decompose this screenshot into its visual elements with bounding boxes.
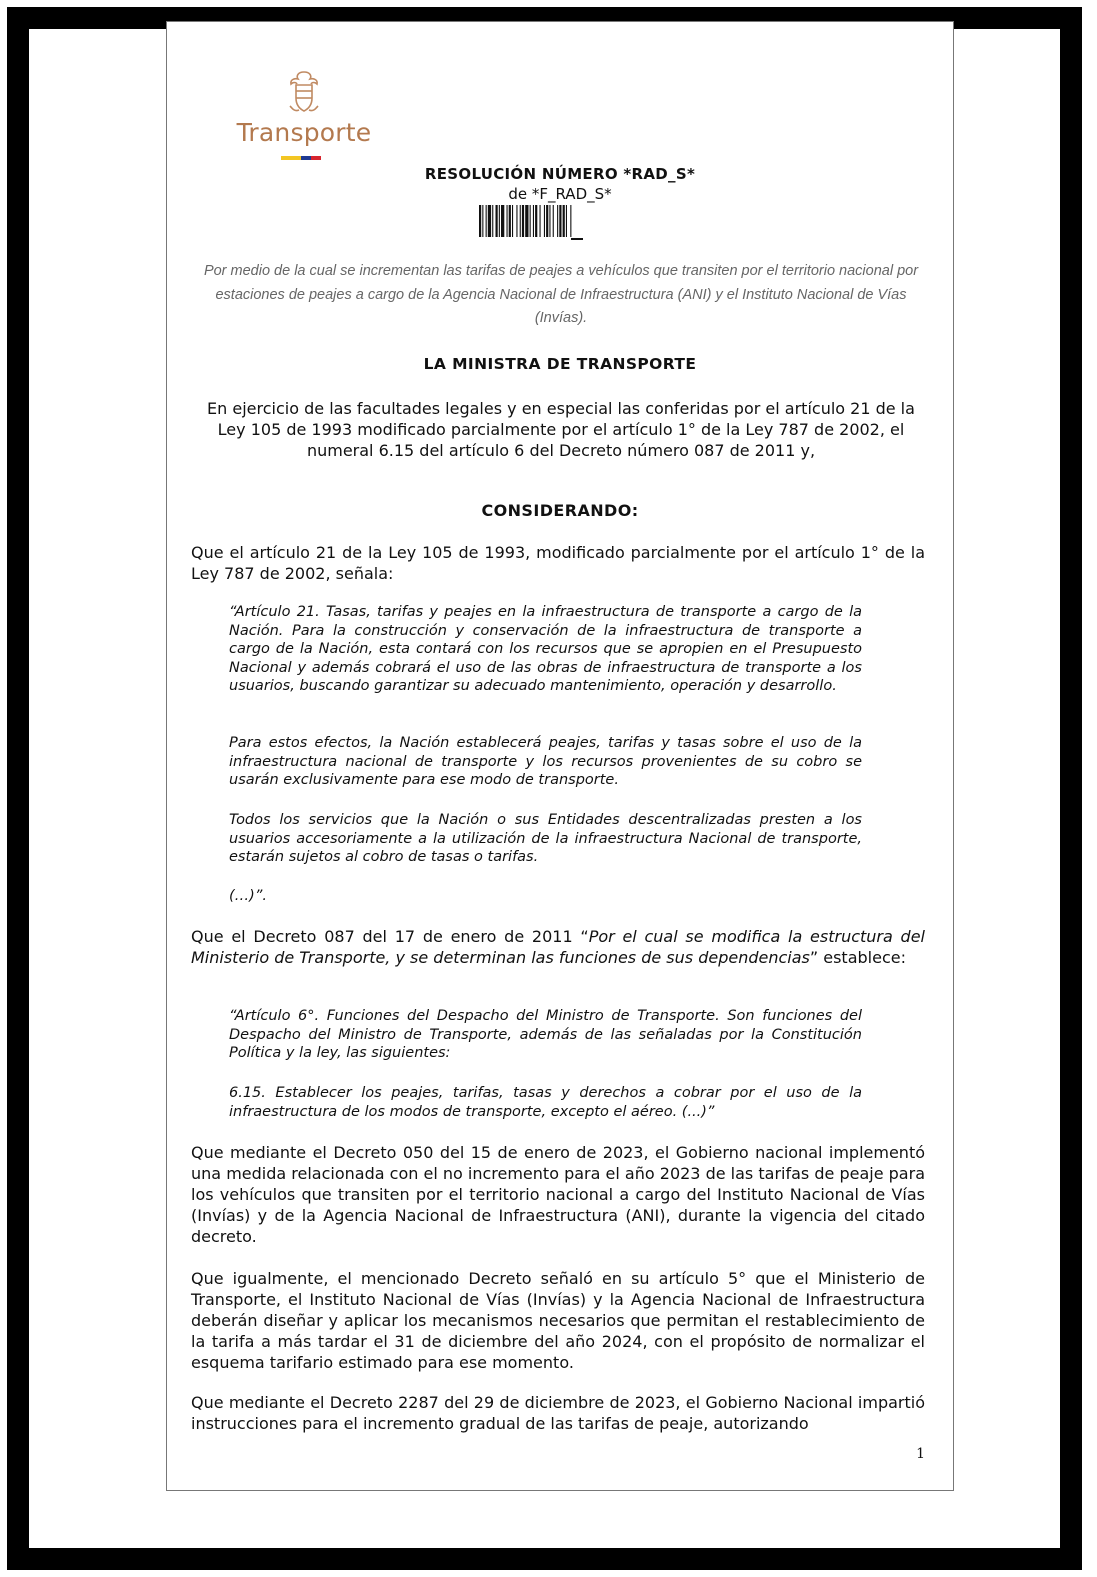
quote-ellipsis: (…)”.	[229, 888, 267, 904]
legal-powers-paragraph: En ejercicio de las facultades legales y en especial las conferidas por el artículo 21 de la Ley 105 de 1993 modificado parcialmente por el artículo 1° de la Ley 787 de 2002, el numeral 6.15 del artículo 6 del Decreto número 087 de 2011 y,	[207, 399, 915, 460]
quote-numeral-6-15: 6.15. Establecer los peajes, tarifas, tasas y derechos a cobrar por el uso de la infraestructura de los modos de transporte, excepto el aéreo. (...)”	[229, 1085, 862, 1120]
barcode-bar	[488, 205, 491, 237]
barcode-bar	[533, 205, 534, 237]
quote-article-6: “Artículo 6°. Funciones del Despacho del Ministro de Transporte. Son funciones del Despacho del Ministro de Transporte, además de las señaladas por la Constitución Política y la ley, las siguientes:	[229, 1008, 862, 1061]
barcode-bar	[549, 205, 550, 237]
barcode-bar	[522, 205, 524, 237]
barcode-bar	[544, 205, 545, 237]
body-paragraph-3: Que mediante el Decreto 050 del 15 de enero de 2023, el Gobierno nacional implementó una medida relacionada con el no incremento para el año 2023 de las tarifas de peaje para los vehículos que transiten por el territorio nacional a cargo del Instituto Nacional de Vías (Invías) y de la Agencia Nacional de Infraestructura (ANI), durante la vigencia del citado decreto.	[191, 1143, 925, 1246]
quote-article-21: “Artículo 21. Tasas, tarifas y peajes en la infraestructura de transporte a cargo de la Nación. Para la construcción y conservación de la infraestructura de transporte a cargo de la Nación, esta contará con los recursos que se apropien en el Presupuesto Nacional y además cobrará el uso de las obras de infraestructura de transporte a los usuarios, buscando garantizar su adecuado mantenimiento, operación y desarrollo.	[229, 604, 862, 694]
body-paragraph-2	[191, 926, 925, 968]
barcode-bar	[525, 205, 528, 237]
body-paragraph-4: Que igualmente, el mencionado Decreto señaló en su artículo 5° que el Ministerio de Transporte, el Instituto Nacional de Vías (Invías) y la Agencia Nacional de Infraestructura deberán diseñar y aplicar los mecanismos necesarios que permitan el restablecimiento de la tarifa a más tardar el 31 de diciembre del año 2024, con el propósito de normalizar el esquema tarifario estimado para ese momento.	[191, 1269, 925, 1372]
flag-blue	[301, 156, 311, 160]
barcode-bar	[570, 205, 571, 237]
resolution-summary: Por medio de la cual se incrementan las tarifas de peajes a vehículos que transiten por el territorio nacional por estaciones de peajes a cargo de la Agencia Nacional de Infraestructura (ANI) y el Instituto Nacional de Vías (Invías).	[203, 263, 919, 326]
flag-stripe	[281, 156, 321, 160]
barcode-bar	[520, 205, 521, 237]
coat-of-arms-icon	[284, 68, 324, 116]
barcode-bar	[496, 205, 498, 237]
barcode-bar	[479, 205, 481, 237]
barcode-bar	[559, 205, 561, 237]
considerando-heading: CONSIDERANDO:	[481, 501, 639, 520]
flag-yellow	[281, 156, 301, 160]
logo-wordmark: Transporte	[236, 118, 372, 147]
quote-paragraph-2: Para estos efectos, la Nación establecerá peajes, tarifas y tasas sobre el uso de la infraestructura nacional de transporte y los recursos provenientes de su cobro se usarán exclusivamente para ese modo de transporte.	[229, 735, 862, 788]
p2-decree-title: Por el cual se modifica la estructura del Ministerio de Transporte, y se determinan las funciones de sus dependencias	[191, 927, 926, 967]
barcode-bar	[492, 205, 493, 237]
page-number: 1	[916, 1446, 925, 1462]
body-paragraph-5: Que mediante el Decreto 2287 del 29 de diciembre de 2023, el Gobierno Nacional impartió instrucciones para el incremento gradual de las tarifas de peaje, autorizando	[191, 1393, 925, 1433]
minister-heading: LA MINISTRA DE TRANSPORTE	[423, 355, 697, 373]
barcode-bar	[546, 205, 548, 237]
barcode-bar	[516, 205, 517, 237]
flag-red	[311, 156, 321, 160]
p2-end: ” establece:	[809, 948, 906, 967]
barcode	[479, 205, 643, 241]
barcode-bar	[512, 205, 513, 237]
quote-paragraph-3: Todos los servicios que la Nación o sus Entidades descentralizadas presten a los usuarios accesoriamente a la utilización de la infraestructura Nacional de transporte, estarán sujetos al cobro de tasas o tarifas.	[229, 812, 862, 865]
resolution-title: RESOLUCIÓN NÚMERO *RAD_S*	[424, 165, 696, 183]
barcode-bar	[540, 205, 541, 237]
barcode-bar	[501, 205, 504, 237]
barcode-bar	[499, 205, 500, 237]
barcode-bar	[535, 205, 537, 237]
transporte-logo	[229, 68, 389, 164]
barcode-bar	[553, 205, 554, 237]
resolution-date: de *F_RAD_S*	[508, 185, 612, 203]
barcode-bar	[486, 205, 487, 237]
barcode-bar	[482, 205, 483, 237]
barcode-bar	[563, 205, 565, 237]
barcode-bar	[530, 205, 531, 237]
barcode-bar	[509, 205, 511, 237]
p2-start: Que el Decreto 087 del 17 de enero de 2011 “	[191, 927, 589, 946]
body-paragraph-1: Que el artículo 21 de la Ley 105 de 1993, modificado parcialmente por el artículo 1° de la Ley 787 de 2002, señala:	[191, 543, 925, 583]
document-page	[166, 21, 954, 1491]
barcode-bar	[507, 205, 508, 237]
barcode-underscore	[571, 238, 583, 240]
barcode-bar	[566, 205, 567, 237]
barcode-bar	[557, 205, 558, 237]
